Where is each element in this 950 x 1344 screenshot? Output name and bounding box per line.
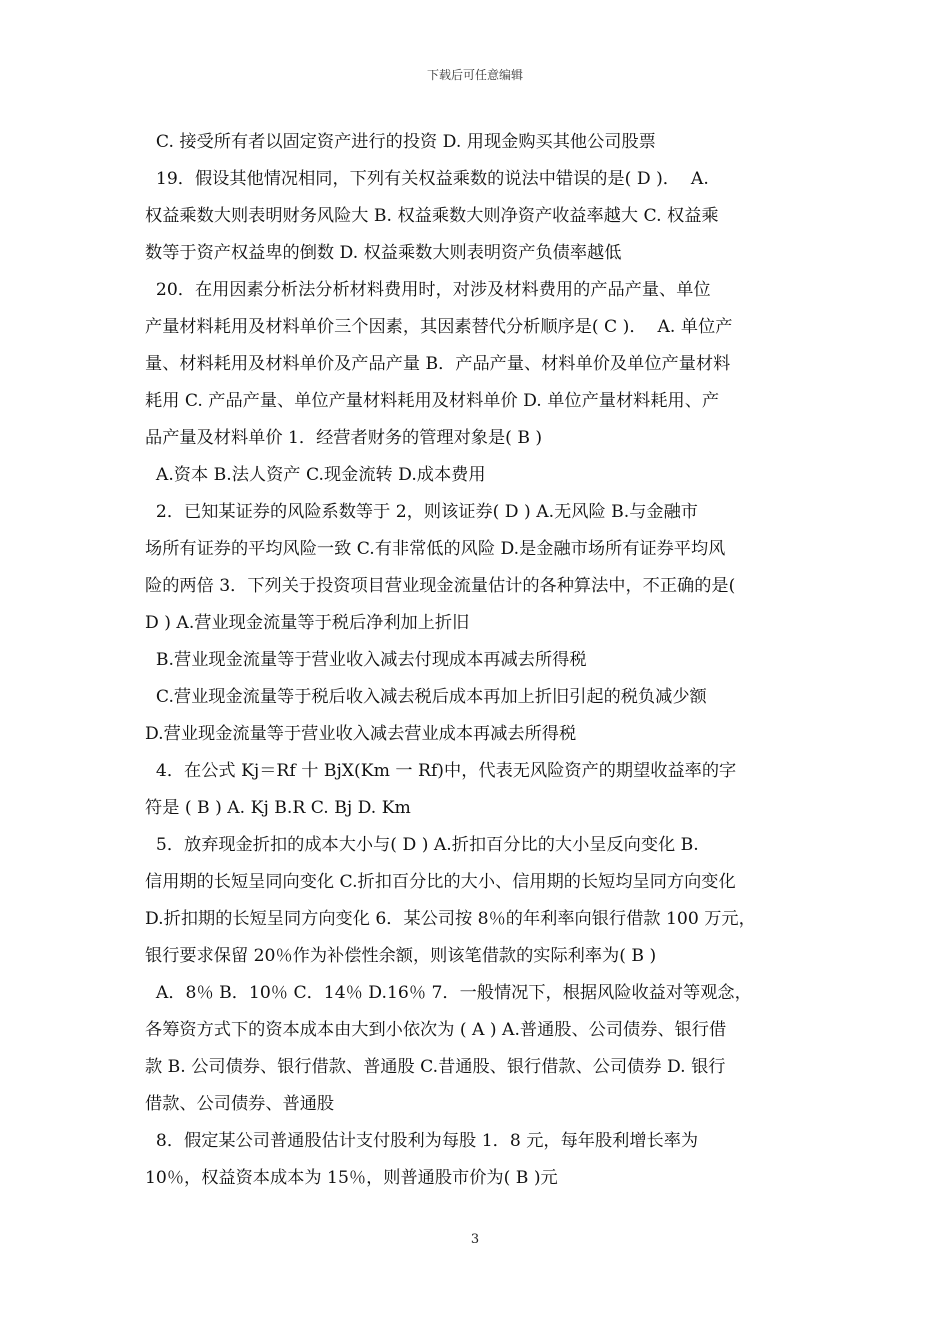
text-line: 2．已知某证券的风险系数等于 2，则该证券( D ) A.无风险 B.与金融市 (145, 502, 698, 522)
text-line: D.营业现金流量等于营业收入减去营业成本再减去所得税 (145, 724, 577, 744)
text-line: 8．假定某公司普通股估计支付股利为每股 1．8 元，每年股利增长率为 (145, 1131, 699, 1151)
text-line: D.折扣期的长短呈同方向变化 6．某公司按 8％的年利率向银行借款 100 万元， (145, 909, 756, 929)
text-line: 各筹资方式下的资本成本由大到小依次为 ( A ) A.普通股、公司债券、银行借 (145, 1020, 727, 1040)
text-line: 4．在公式 Kj＝Rf 十 BjX(Km 一 Rf)中，代表无风险资产的期望收益率的字 (145, 761, 737, 781)
text-line: C. 接受所有者以固定资产进行的投资 D. 用现金购买其他公司股票 (145, 132, 656, 152)
page-number: 3 (470, 1232, 480, 1247)
text-line: 数等于资产权益卑的倒数 D. 权益乘数大则表明资产负债率越低 (145, 243, 622, 263)
text-line: 5．放弃现金折扣的成本大小与( D ) A.折扣百分比的大小呈反向变化 B. (145, 835, 699, 855)
text-line: 场所有证券的平均风险一致 C.有非常低的风险 D.是金融市场所有证券平均风 (145, 539, 726, 559)
text-line: A．8％ B．10％ C．14％ D.16％ 7．一般情况下，根据风险收益对等观念， (145, 983, 752, 1003)
text-line: 权益乘数大则表明财务风险大 B. 权益乘数大则净资产收益率越大 C. 权益乘 (145, 206, 719, 226)
document-body (145, 124, 810, 1197)
text-line: 借款、公司债券、普通股 (145, 1094, 335, 1114)
text-line: 银行要求保留 20％作为补偿性余额，则该笔借款的实际利率为( B ) (145, 946, 657, 966)
text-line: B.营业现金流量等于营业收入减去付现成本再减去所得税 (145, 650, 587, 670)
text-line: 款 B. 公司债券、银行借款、普通股 C.昔通股、银行借款、公司债券 D. 银行 (145, 1057, 726, 1077)
text-line: 产量材料耗用及材料单价三个因素，其因素替代分析顺序是( C )． A. 单位产 (145, 317, 733, 337)
text-line: 10％，权益资本成本为 15％，则普通股市价为( B )元 (145, 1168, 558, 1188)
text-line: 品产量及材料单价 1．经营者财务的管理对象是( B ) (145, 428, 543, 448)
text-line: 险的两倍 3．下列关于投资项目营业现金流量估计的各种算法中，不正确的是( (145, 576, 736, 596)
text-line: 量、材料耗用及材料单价及产品产量 B．产品产量、材料单价及单位产量材料 (145, 354, 731, 374)
page-header: 下载后可任意编辑 (426, 68, 523, 82)
text-line: D ) A.营业现金流量等于税后净利加上折旧 (145, 613, 470, 633)
text-line: 符是 ( B ) A. Kj B.R C. Bj D. Km (145, 798, 411, 818)
text-line: A.资本 B.法人资产 C.现金流转 D.成本费用 (145, 465, 486, 485)
text-line: C.营业现金流量等于税后收入减去税后成本再加上折旧引起的税负减少额 (145, 687, 707, 707)
text-line: 20．在用因素分析法分析材料费用时，对涉及材料费用的产品产量、单位 (145, 280, 711, 300)
text-line: 信用期的长短呈同向变化 C.折扣百分比的大小、信用期的长短均呈同方向变化 (145, 872, 736, 892)
text-line: 耗用 C. 产品产量、单位产量材料耗用及材料单价 D. 单位产量材料耗用、产 (145, 391, 720, 411)
text-line: 19．假设其他情况相同，下列有关权益乘数的说法中错误的是( D )． A. (145, 169, 709, 189)
